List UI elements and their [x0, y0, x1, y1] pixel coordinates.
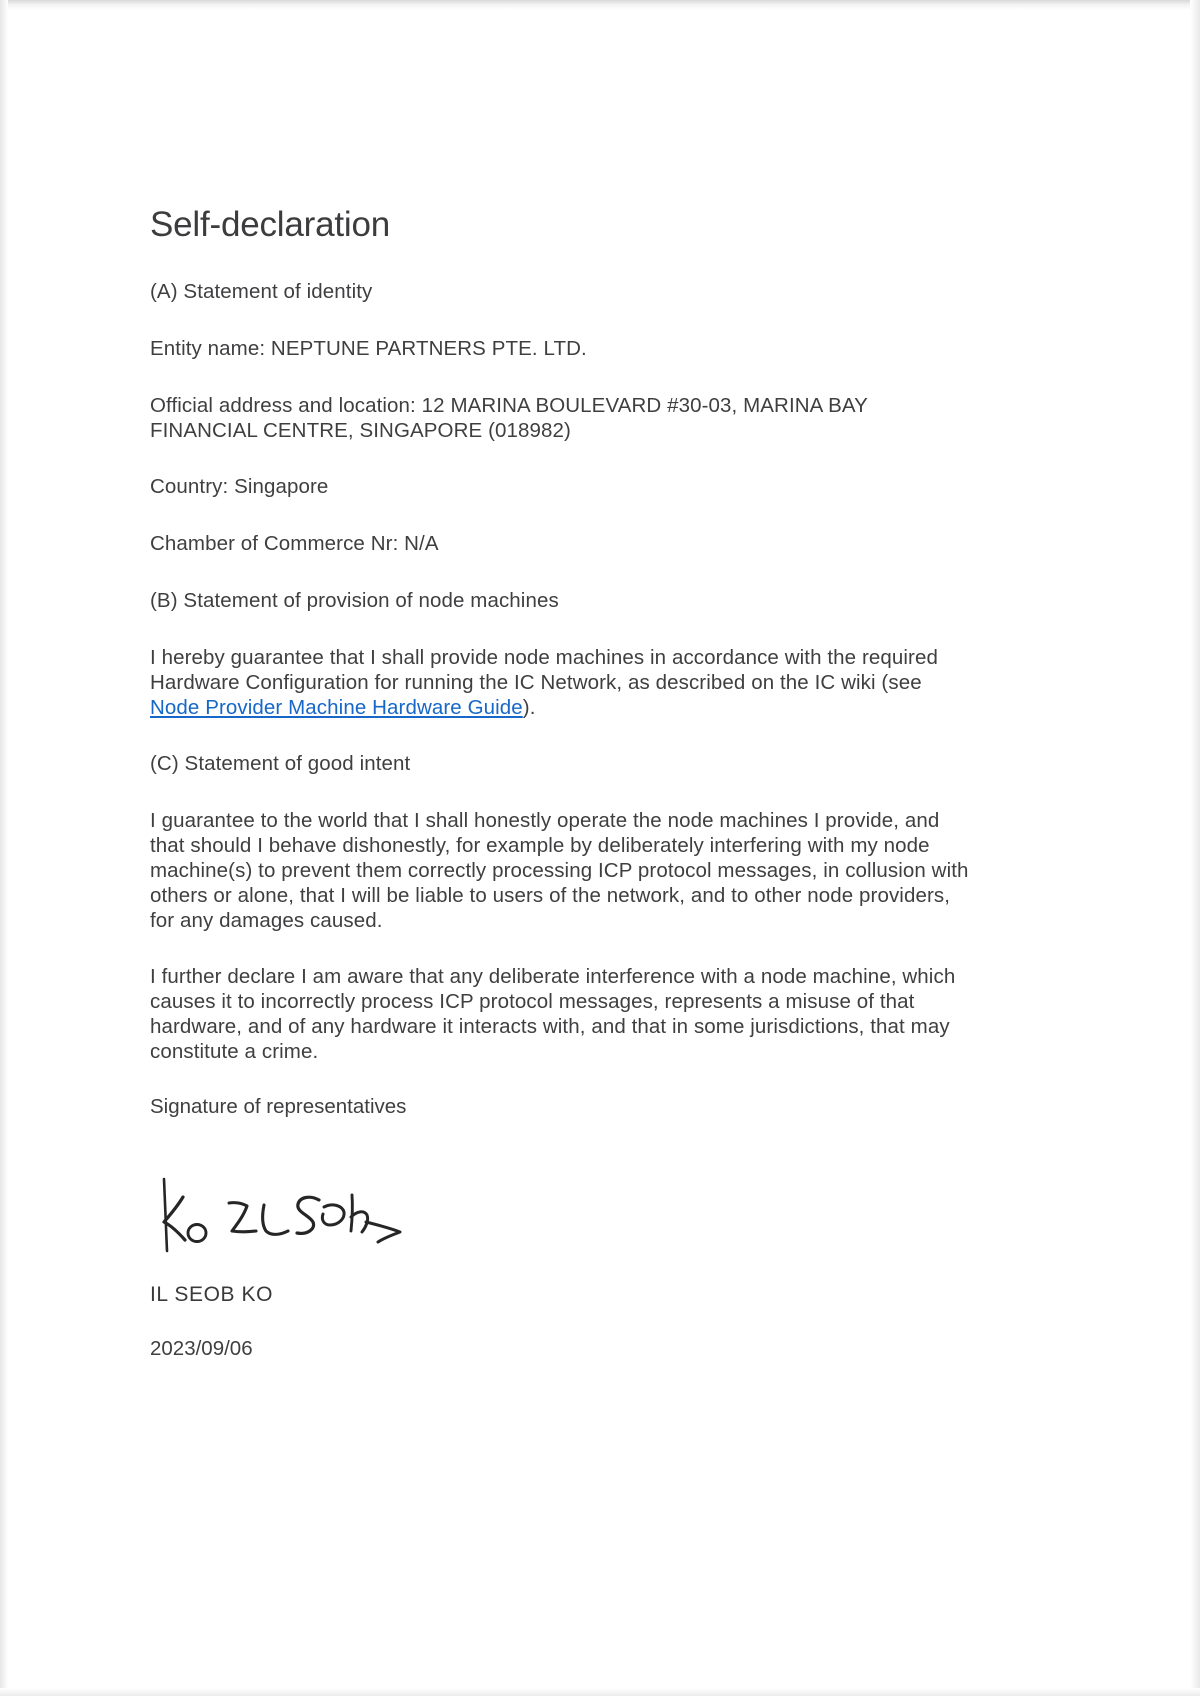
section-c-heading: (C) Statement of good intent	[150, 752, 411, 776]
official-address-line-1: Official address and location: 12 MARINA BOULEVARD #30-03, MARINA BAY	[150, 394, 868, 418]
chamber-of-commerce-line: Chamber of Commerce Nr: N/A	[150, 532, 439, 556]
scan-edge-bottom	[0, 1688, 1200, 1696]
section-a-heading: (A) Statement of identity	[150, 280, 373, 304]
signature-label: Signature of representatives	[150, 1095, 407, 1119]
country-line: Country: Singapore	[150, 475, 329, 499]
page-title: Self-declaration	[150, 205, 390, 244]
section-b-heading: (B) Statement of provision of node machines	[150, 589, 559, 613]
official-address-line-2: FINANCIAL CENTRE, SINGAPORE (018982)	[150, 419, 571, 443]
node-provider-hardware-guide-link[interactable]: Node Provider Machine Hardware Guide	[150, 696, 523, 720]
section-c-paragraph-2: I further declare I am aware that any deliberate interference with a node machine, which causes it to incorrectly process ICP protocol messages, represents a misuse of that hardware, and of any hardware it interacts with, and that in some jurisdictions, that may constitute a crime.	[150, 965, 956, 1064]
entity-name-line: Entity name: NEPTUNE PARTNERS PTE. LTD.	[150, 337, 587, 361]
handwritten-signature-image	[152, 1165, 412, 1277]
section-b-body-text-after-link: ).	[522, 696, 536, 720]
section-b-body-text-before-link: I hereby guarantee that I shall provide node machines in accordance with the required Hardware Configuration for running the IC Network, as described on the IC wiki (see	[150, 646, 938, 695]
scan-edge-right	[1190, 0, 1200, 1696]
document-content	[150, 205, 970, 1361]
scan-edge-left	[0, 0, 8, 1696]
section-b-body	[150, 645, 970, 720]
section-c-paragraph-1: I guarantee to the world that I shall honestly operate the node machines I provide, and that should I behave dishonestly, for example by deliberately interfering with my node machine(s) to prevent them correctly processing ICP protocol messages, in collusion with others or alone, that I will be liable to users of the network, and to other node providers, for any damages caused.	[150, 809, 969, 933]
official-address-lines	[150, 393, 970, 443]
signature-area	[150, 1165, 970, 1283]
signatory-printed-name: IL SEOB KO	[150, 1283, 274, 1307]
signature-date: 2023/09/06	[150, 1337, 253, 1361]
scan-edge-top	[0, 0, 1200, 10]
